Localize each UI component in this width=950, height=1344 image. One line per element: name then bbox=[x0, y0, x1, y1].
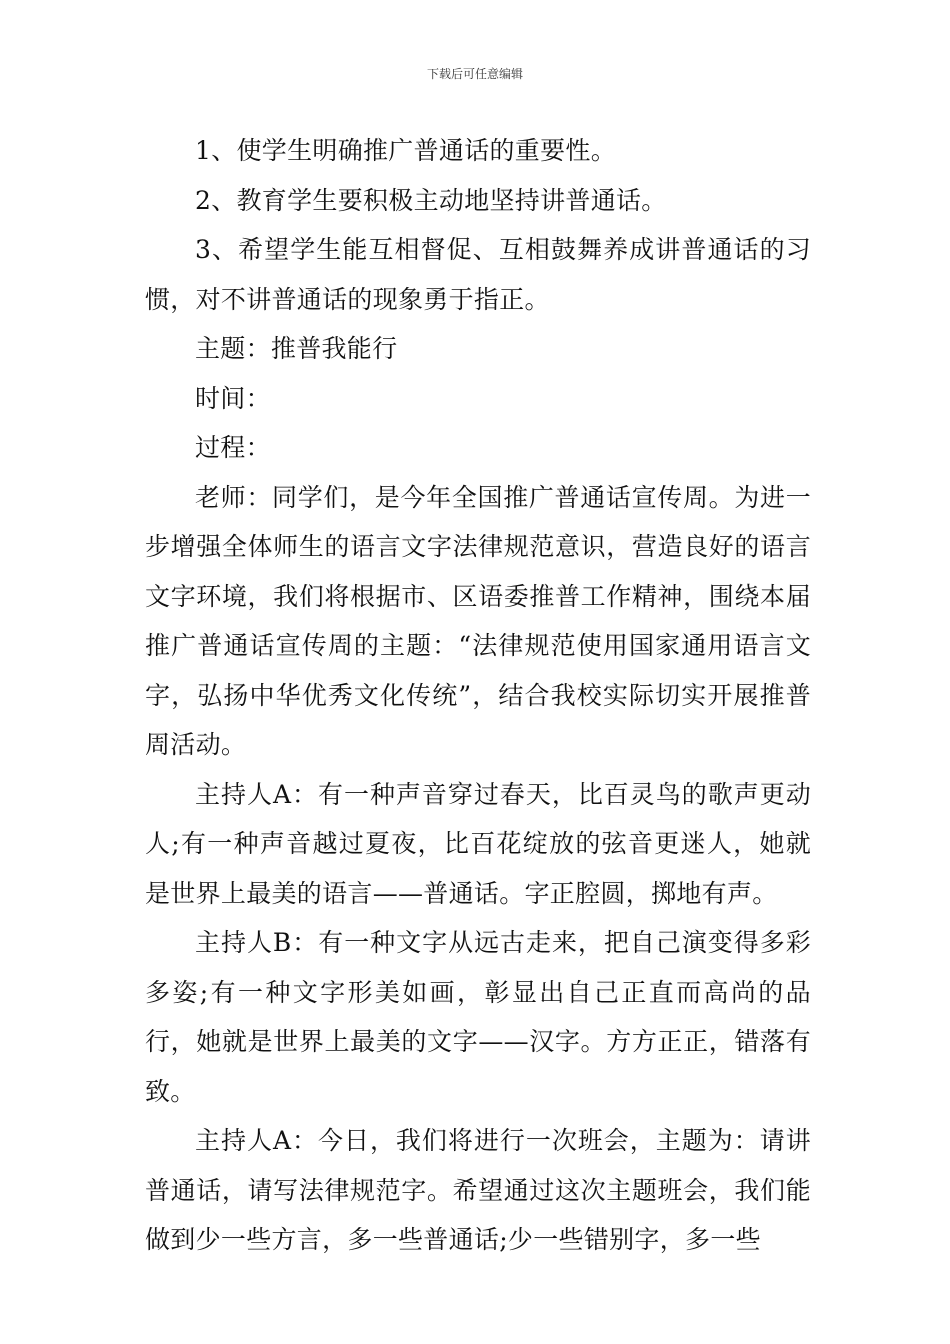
teacher-speech: 老师：同学们，是今年全国推广普通话宣传周。为进一步增强全体师生的语言文字法律规范意识，营造良好的语言文字环境，我们将根据市、区语委推普工作精神，围绕本届推广普通话宣传周的主题：“法律规范使用国家通用语言文字，弘扬中华优秀文化传统”，结合我校实际切实开展推普周活动。 bbox=[145, 482, 811, 759]
objective-2: 2、教育学生要积极主动地坚持讲普通话。 bbox=[195, 185, 667, 215]
objective-1: 1、使学生明确推广普通话的重要性。 bbox=[195, 136, 617, 165]
host-a-speech-2: 主持人A：今日，我们将进行一次班会，主题为：请讲普通话，请写法律规范字。希望通过这次主题班会，我们能做到少一些方言，多一些普通话;少一些错别字，多一些 bbox=[145, 1126, 811, 1254]
theme-line: 主题：推普我能行 bbox=[195, 334, 398, 363]
host-b-speech: 主持人B：有一种文字从远古走来，把自己演变得多彩多姿;有一种文字形美如画，彰显出自己正直而高尚的品行，她就是世界上最美的文字——汉字。方方正正，错落有致。 bbox=[145, 928, 811, 1106]
page-header: 下载后可任意编辑 bbox=[426, 67, 523, 81]
objective-3: 3、希望学生能互相督促、互相鼓舞养成讲普通话的习惯，对不讲普通话的现象勇于指正。 bbox=[145, 235, 811, 314]
host-a-speech: 主持人A：有一种声音穿过春天，比百灵鸟的歌声更动人;有一种声音越过夏夜，比百花绽放的弦音更迷人，她就是世界上最美的语言——普通话。字正腔圆，掷地有声。 bbox=[145, 779, 811, 908]
process-line: 过程： bbox=[195, 433, 271, 462]
time-line: 时间： bbox=[195, 383, 271, 413]
document-body bbox=[145, 126, 811, 1265]
